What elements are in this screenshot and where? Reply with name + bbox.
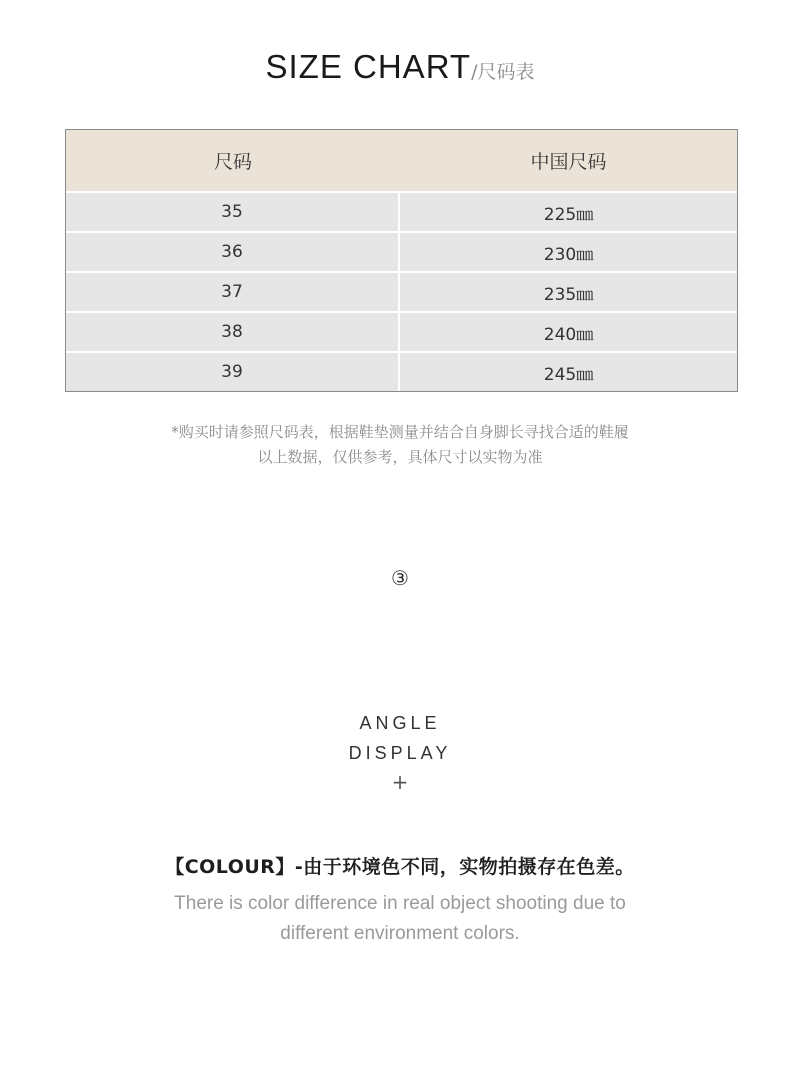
cell-china-size: 225㎜ [543, 204, 594, 225]
cell-size: 36 [66, 233, 400, 271]
size-note-line-2: 以上数据，仅供参考，具体尺寸以实物为准 [257, 448, 543, 466]
header-size: 尺码 [213, 151, 252, 173]
cell-size: 35 [66, 193, 400, 231]
angle-line-2: DISPLAY [348, 743, 452, 763]
size-note [0, 420, 800, 470]
cell-china-size: 240㎜ [543, 324, 594, 345]
cell-china-size: 235㎜ [543, 284, 594, 305]
title-main: SIZE CHART [265, 48, 472, 85]
cell-china-size: 245㎜ [543, 364, 594, 385]
size-chart-title [0, 48, 800, 86]
cell-china-size: 230㎜ [543, 244, 594, 265]
table-row [66, 313, 737, 353]
colour-en-line-2: different environment colors. [280, 923, 520, 944]
title-sub: /尺码表 [471, 61, 535, 83]
table-header [66, 130, 737, 193]
table-row [66, 273, 737, 313]
cell-size: 37 [66, 273, 400, 311]
table-row [66, 193, 737, 233]
cell-size: 39 [66, 353, 400, 391]
cell-size: 38 [66, 313, 400, 351]
size-note-line-1: *购买时请参照尺码表，根据鞋垫测量并结合自身脚长寻找合适的鞋履 [171, 423, 629, 441]
angle-display-heading [0, 708, 800, 768]
table-row [66, 233, 737, 273]
step-marker: ③ [391, 566, 409, 590]
colour-english-note [0, 889, 800, 949]
size-table [65, 129, 738, 392]
table-row [66, 353, 737, 391]
plus-icon: + [391, 770, 409, 794]
header-china-size: 中国尺码 [530, 151, 607, 173]
colour-heading: 【COLOUR】-由于环境色不同，实物拍摄存在色差。 [165, 856, 635, 878]
colour-en-line-1: There is color difference in real object shooting due to [174, 893, 626, 914]
angle-line-1: ANGLE [359, 713, 441, 733]
